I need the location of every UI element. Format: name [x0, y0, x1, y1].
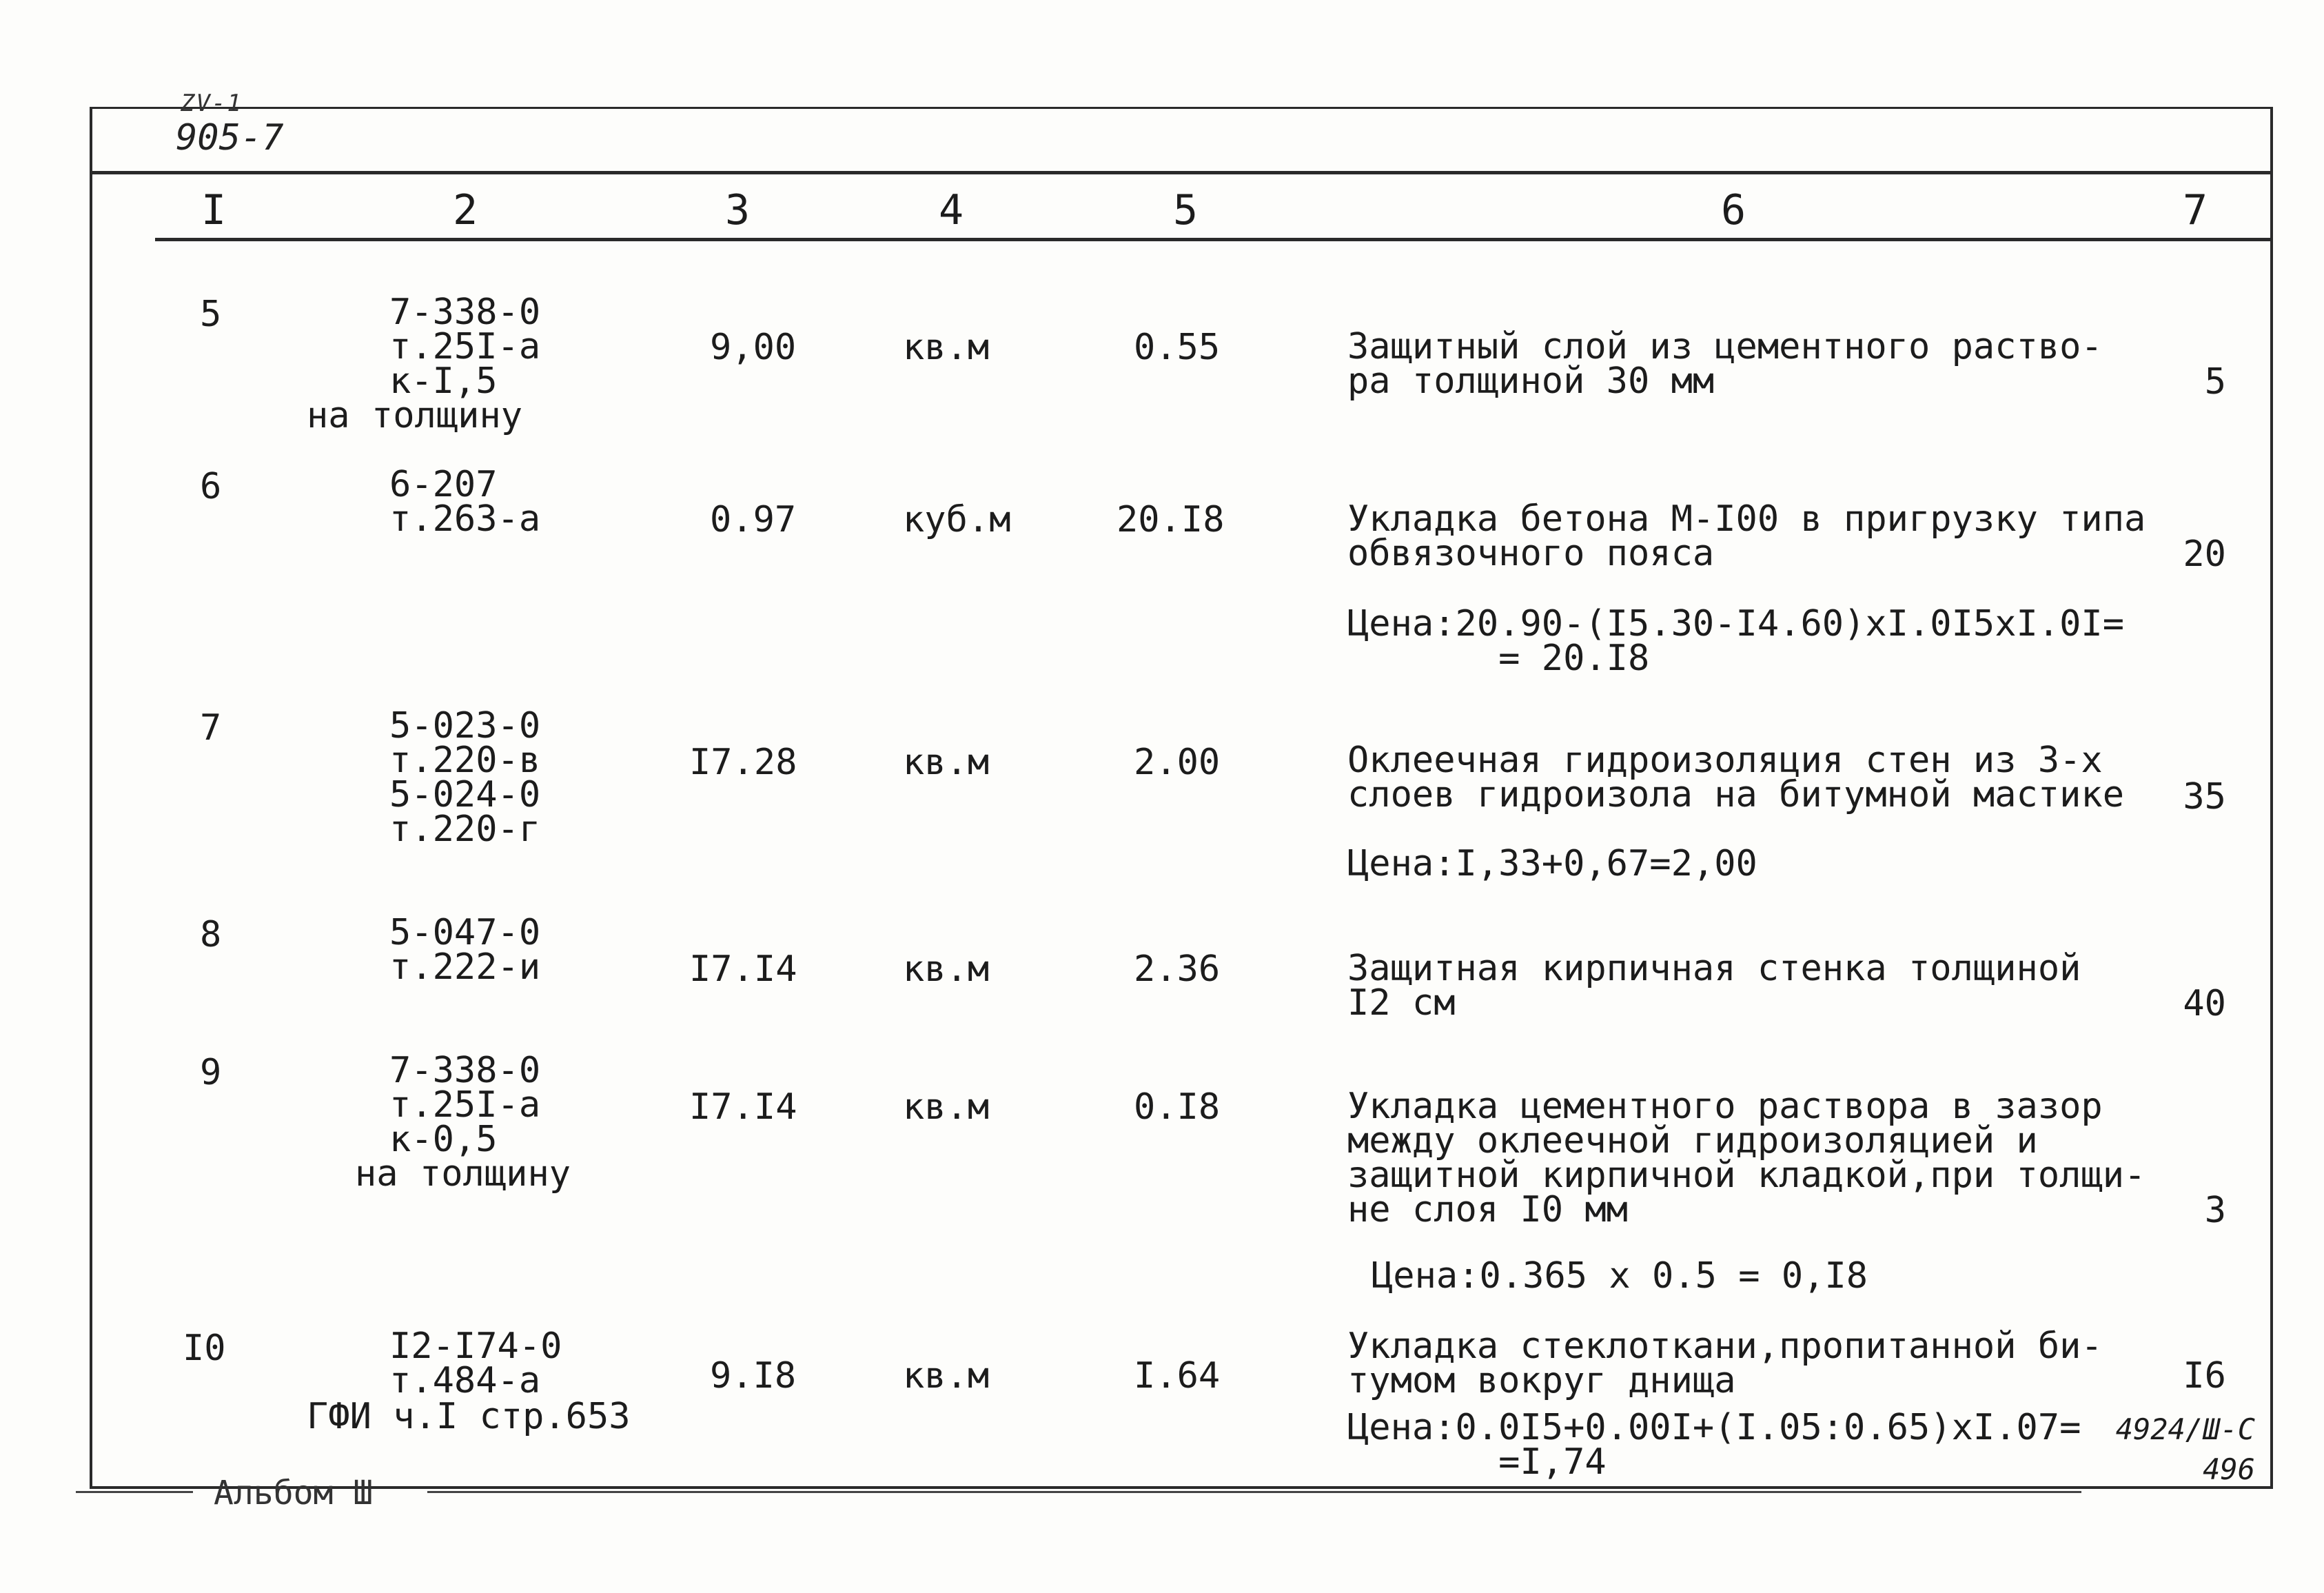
- archive-stamp-line-1: 4924/Ш-С: [2115, 1412, 2255, 1446]
- row-number: I0: [183, 1328, 226, 1369]
- work-description: Защитный слой из цементного раство- ра толщиной 30 мм: [1347, 326, 2103, 402]
- column-7-value: 40: [2183, 983, 2226, 1024]
- column-7-value: 3: [2204, 1190, 2226, 1231]
- footer-dash-right: [427, 1491, 2081, 1493]
- norm-code-note: на толщину: [355, 1153, 571, 1195]
- column-7-value: 5: [2204, 361, 2226, 403]
- archive-stamp: [2097, 1410, 2255, 1490]
- norm-code: I2-I74-0 т.484-а: [389, 1326, 562, 1401]
- norm-code: 5-023-0 т.220-в 5-024-0 т.220-г: [389, 705, 541, 850]
- quantity: I7.I4: [689, 948, 797, 990]
- norm-code: 6-207 т.263-а: [389, 464, 541, 540]
- header-bottom-rule: [155, 238, 2271, 241]
- price-calculation: Цена:0.365 x 0.5 = 0,I8: [1372, 1255, 1868, 1297]
- unit-price: 2.00: [1134, 742, 1221, 783]
- unit: кв.м: [903, 742, 990, 783]
- unit: куб.м: [903, 499, 1011, 540]
- work-description: Защитная кирпичная стенка толщиной I2 см: [1347, 948, 2081, 1024]
- footer-dash-left: [76, 1491, 193, 1493]
- column-header-5: 5: [1172, 186, 1199, 234]
- quantity: 0.97: [710, 499, 797, 540]
- price-calculation: Цена:20.90-(I5.30-I4.60)xI.0I5xI.0I= = 20.I8: [1347, 603, 2125, 679]
- column-header-2: 2: [452, 186, 478, 234]
- column-header-7: 7: [2182, 186, 2208, 234]
- price-calculation: Цена:0.0I5+0.00I+(I.05:0.65)xI.07= =I,74: [1347, 1407, 2081, 1483]
- unit-price: I.64: [1134, 1355, 1221, 1397]
- row-number: 6: [200, 466, 222, 507]
- unit-price: 0.I8: [1134, 1086, 1221, 1128]
- column-7-value: 35: [2183, 776, 2226, 818]
- quantity: 9.I8: [710, 1355, 797, 1397]
- norm-code: 7-338-0 т.25I-а к-0,5: [389, 1050, 541, 1160]
- norm-code-note: на толщину: [307, 395, 523, 436]
- norm-code-note: ГФИ ч.I стр.653: [307, 1396, 631, 1437]
- unit: кв.м: [903, 327, 990, 368]
- quantity: I7.I4: [689, 1086, 797, 1128]
- unit: кв.м: [903, 1086, 990, 1128]
- unit-price: 2.36: [1134, 948, 1221, 990]
- unit: кв.м: [903, 948, 990, 990]
- quantity: I7.28: [689, 742, 797, 783]
- unit: кв.м: [903, 1355, 990, 1397]
- work-description: Оклеечная гидроизоляция стен из 3-х слоев гидроизола на битумной мастике: [1347, 740, 2125, 815]
- unit-price: 0.55: [1134, 327, 1221, 368]
- row-number: 9: [200, 1052, 222, 1093]
- unit-price: 20.I8: [1117, 499, 1225, 540]
- album-label: Альбом Ш: [214, 1474, 374, 1512]
- work-description: Укладка стеклоткани,пропитанной би- тумом вокруг днища: [1347, 1326, 2103, 1401]
- column-7-value: I6: [2183, 1355, 2226, 1397]
- column-header-6: 6: [1720, 186, 1746, 234]
- document-code: 905-7: [176, 117, 284, 159]
- quantity: 9,00: [710, 327, 797, 368]
- header-top-rule: [90, 171, 2271, 174]
- price-calculation: Цена:I,33+0,67=2,00: [1347, 843, 1757, 884]
- top-stamp: ZV-1: [181, 90, 243, 117]
- row-number: 7: [200, 707, 222, 749]
- norm-code: 5-047-0 т.222-и: [389, 912, 541, 988]
- work-description: Укладка цементного раствора в зазор между оклеечной гидроизоляцией и защитной кирпичной кладкой,при толщи- не слоя I0 мм: [1347, 1086, 2146, 1230]
- archive-stamp-line-2: 496: [2203, 1452, 2255, 1486]
- row-number: 8: [200, 914, 222, 955]
- column-header-3: 3: [724, 186, 751, 234]
- norm-code: 7-338-0 т.25I-а к-I,5: [389, 292, 541, 402]
- work-description: Укладка бетона М-I00 в пригрузку типа обвязочного пояса: [1347, 498, 2146, 574]
- column-7-value: 20: [2183, 534, 2226, 575]
- column-header-4: 4: [938, 186, 964, 234]
- row-number: 5: [200, 294, 222, 335]
- column-header-1: I: [201, 186, 227, 234]
